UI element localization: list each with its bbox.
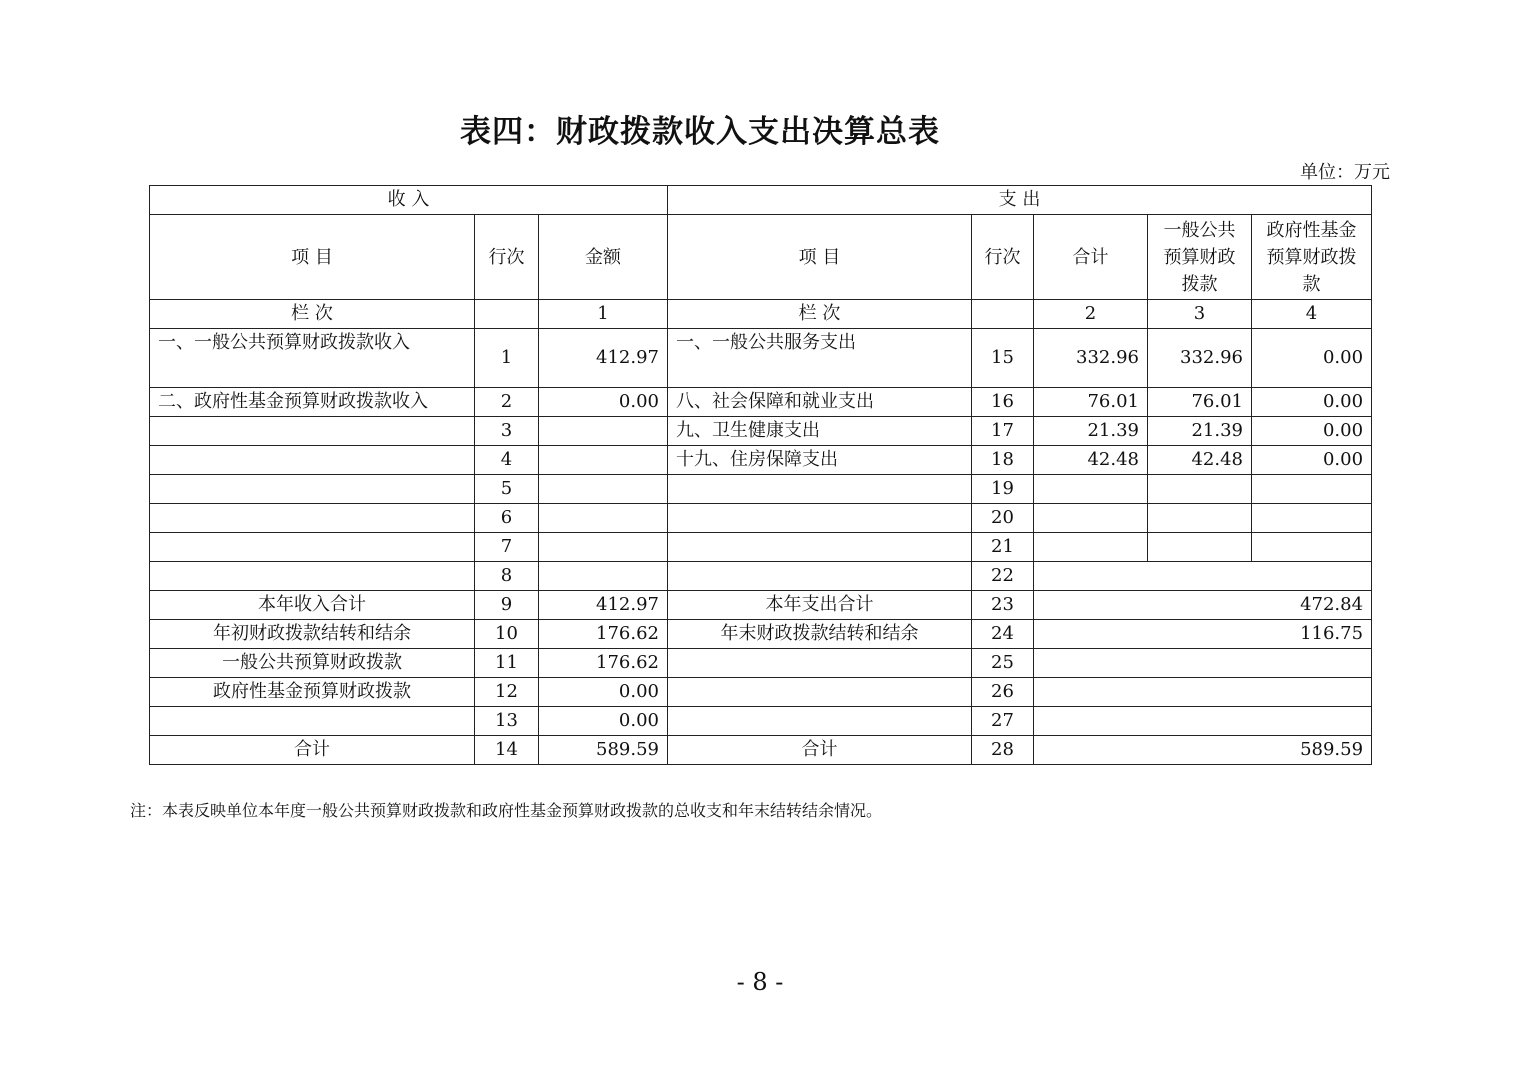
expense-gov-fund: 0.00 bbox=[1252, 417, 1372, 446]
income-amount: 0.00 bbox=[539, 388, 668, 417]
income-amount bbox=[539, 446, 668, 475]
expense-row-no-header: 行次 bbox=[972, 215, 1034, 300]
summary-row bbox=[150, 707, 1372, 736]
expense-value bbox=[1034, 678, 1372, 707]
summary-row bbox=[150, 591, 1372, 620]
expense-item: 九、卫生健康支出 bbox=[668, 417, 972, 446]
expense-value: 116.75 bbox=[1034, 620, 1372, 649]
expense-general-budget: 332.96 bbox=[1148, 329, 1252, 388]
col-number-4: 4 bbox=[1252, 300, 1372, 329]
expense-gov-fund bbox=[1252, 504, 1372, 533]
expense-gov-fund bbox=[1252, 533, 1372, 562]
expense-gov-fund: 0.00 bbox=[1252, 329, 1372, 388]
income-row-no: 14 bbox=[475, 736, 539, 765]
income-amount bbox=[539, 475, 668, 504]
table-note: 注：本表反映单位本年度一般公共预算财政拨款和政府性基金预算财政拨款的总收支和年末结转结余情况。 bbox=[130, 801, 883, 820]
unit-label: 单位：万元 bbox=[1300, 162, 1390, 183]
income-amount bbox=[539, 533, 668, 562]
expense-row-no: 17 bbox=[972, 417, 1034, 446]
income-amount: 176.62 bbox=[539, 649, 668, 678]
income-amount bbox=[539, 417, 668, 446]
expense-row-no: 15 bbox=[972, 329, 1034, 388]
income-item bbox=[150, 562, 475, 591]
expense-general-budget: 21.39 bbox=[1148, 417, 1252, 446]
summary-row bbox=[150, 649, 1372, 678]
income-col-label: 栏 次 bbox=[150, 300, 475, 329]
income-amount: 0.00 bbox=[539, 678, 668, 707]
expense-row-no: 19 bbox=[972, 475, 1034, 504]
expense-value: 589.59 bbox=[1034, 736, 1372, 765]
expense-row-no: 27 bbox=[972, 707, 1034, 736]
income-row-no: 10 bbox=[475, 620, 539, 649]
income-header: 收 入 bbox=[150, 186, 668, 215]
income-item: 二、政府性基金预算财政拨款收入 bbox=[150, 388, 475, 417]
expense-general-budget bbox=[1148, 475, 1252, 504]
expense-row-no: 20 bbox=[972, 504, 1034, 533]
income-item bbox=[150, 475, 475, 504]
income-row-no: 4 bbox=[475, 446, 539, 475]
expense-value bbox=[1034, 707, 1372, 736]
income-item: 年初财政拨款结转和结余 bbox=[150, 620, 475, 649]
income-amount: 589.59 bbox=[539, 736, 668, 765]
income-row-no: 13 bbox=[475, 707, 539, 736]
expense-gov-fund bbox=[1252, 475, 1372, 504]
income-item: 一般公共预算财政拨款 bbox=[150, 649, 475, 678]
page-title: 表四：财政拨款收入支出决算总表 bbox=[460, 114, 940, 150]
expense-total-header: 合计 bbox=[1034, 215, 1148, 300]
col-number-3: 3 bbox=[1148, 300, 1252, 329]
expense-total: 76.01 bbox=[1034, 388, 1148, 417]
table-row bbox=[150, 417, 1372, 446]
expense-item: 一、一般公共服务支出 bbox=[668, 329, 972, 388]
income-amount: 0.00 bbox=[539, 707, 668, 736]
summary-row bbox=[150, 736, 1372, 765]
income-amount bbox=[539, 504, 668, 533]
expense-item bbox=[668, 562, 972, 591]
expense-row-no: 16 bbox=[972, 388, 1034, 417]
expense-row-no: 23 bbox=[972, 591, 1034, 620]
expense-row-no: 22 bbox=[972, 562, 1034, 591]
income-item: 政府性基金预算财政拨款 bbox=[150, 678, 475, 707]
expense-general-budget: 42.48 bbox=[1148, 446, 1252, 475]
expense-row-no: 28 bbox=[972, 736, 1034, 765]
income-item: 一、一般公共预算财政拨款收入 bbox=[150, 329, 475, 388]
expense-item: 八、社会保障和就业支出 bbox=[668, 388, 972, 417]
income-item bbox=[150, 533, 475, 562]
table-row bbox=[150, 533, 1372, 562]
expense-general-budget bbox=[1148, 504, 1252, 533]
expense-value bbox=[1034, 649, 1372, 678]
income-amount-header: 金额 bbox=[539, 215, 668, 300]
expense-item bbox=[668, 707, 972, 736]
gov-fund-header: 政府性基金预算财政拨款 bbox=[1252, 215, 1372, 300]
expense-item bbox=[668, 533, 972, 562]
expense-total bbox=[1034, 533, 1148, 562]
general-budget-header: 一般公共预算财政拨款 bbox=[1148, 215, 1252, 300]
table-row bbox=[150, 388, 1372, 417]
income-amount: 412.97 bbox=[539, 591, 668, 620]
expense-item: 合计 bbox=[668, 736, 972, 765]
income-item bbox=[150, 707, 475, 736]
income-row-no: 11 bbox=[475, 649, 539, 678]
table-row bbox=[150, 329, 1372, 388]
expense-total: 42.48 bbox=[1034, 446, 1148, 475]
expense-total bbox=[1034, 504, 1148, 533]
expense-item bbox=[668, 475, 972, 504]
income-row-no: 12 bbox=[475, 678, 539, 707]
income-amount: 176.62 bbox=[539, 620, 668, 649]
income-row-no: 8 bbox=[475, 562, 539, 591]
summary-row bbox=[150, 678, 1372, 707]
income-item bbox=[150, 446, 475, 475]
summary-row bbox=[150, 562, 1372, 591]
income-item-header: 项 目 bbox=[150, 215, 475, 300]
table-row bbox=[150, 504, 1372, 533]
expense-total bbox=[1034, 475, 1148, 504]
income-row-no: 1 bbox=[475, 329, 539, 388]
expense-gov-fund: 0.00 bbox=[1252, 446, 1372, 475]
budget-summary-table bbox=[149, 185, 1372, 765]
income-amount: 412.97 bbox=[539, 329, 668, 388]
col-number-1: 1 bbox=[539, 300, 668, 329]
expense-item-header: 项 目 bbox=[668, 215, 972, 300]
income-item bbox=[150, 417, 475, 446]
expense-item bbox=[668, 504, 972, 533]
expense-total: 332.96 bbox=[1034, 329, 1148, 388]
page-number: - 8 - bbox=[736, 968, 784, 996]
income-row-no-header: 行次 bbox=[475, 215, 539, 300]
expense-row-no: 25 bbox=[972, 649, 1034, 678]
col-number-2: 2 bbox=[1034, 300, 1148, 329]
expense-row-no: 26 bbox=[972, 678, 1034, 707]
expense-value: 472.84 bbox=[1034, 591, 1372, 620]
summary-row bbox=[150, 620, 1372, 649]
empty-cell bbox=[972, 300, 1034, 329]
expense-value bbox=[1034, 562, 1372, 591]
expense-item bbox=[668, 649, 972, 678]
expense-total: 21.39 bbox=[1034, 417, 1148, 446]
expense-item: 十九、住房保障支出 bbox=[668, 446, 972, 475]
expense-item: 年末财政拨款结转和结余 bbox=[668, 620, 972, 649]
income-row-no: 5 bbox=[475, 475, 539, 504]
expense-general-budget bbox=[1148, 533, 1252, 562]
empty-cell bbox=[475, 300, 539, 329]
expense-general-budget: 76.01 bbox=[1148, 388, 1252, 417]
income-row-no: 9 bbox=[475, 591, 539, 620]
expense-item bbox=[668, 678, 972, 707]
expense-gov-fund: 0.00 bbox=[1252, 388, 1372, 417]
expense-col-label: 栏 次 bbox=[668, 300, 972, 329]
income-item: 本年收入合计 bbox=[150, 591, 475, 620]
table-row bbox=[150, 475, 1372, 504]
income-row-no: 7 bbox=[475, 533, 539, 562]
expense-header: 支 出 bbox=[668, 186, 1372, 215]
table-row bbox=[150, 446, 1372, 475]
expense-row-no: 21 bbox=[972, 533, 1034, 562]
expense-row-no: 24 bbox=[972, 620, 1034, 649]
income-row-no: 3 bbox=[475, 417, 539, 446]
income-item: 合计 bbox=[150, 736, 475, 765]
expense-row-no: 18 bbox=[972, 446, 1034, 475]
income-item bbox=[150, 504, 475, 533]
income-amount bbox=[539, 562, 668, 591]
income-row-no: 2 bbox=[475, 388, 539, 417]
income-row-no: 6 bbox=[475, 504, 539, 533]
expense-item: 本年支出合计 bbox=[668, 591, 972, 620]
